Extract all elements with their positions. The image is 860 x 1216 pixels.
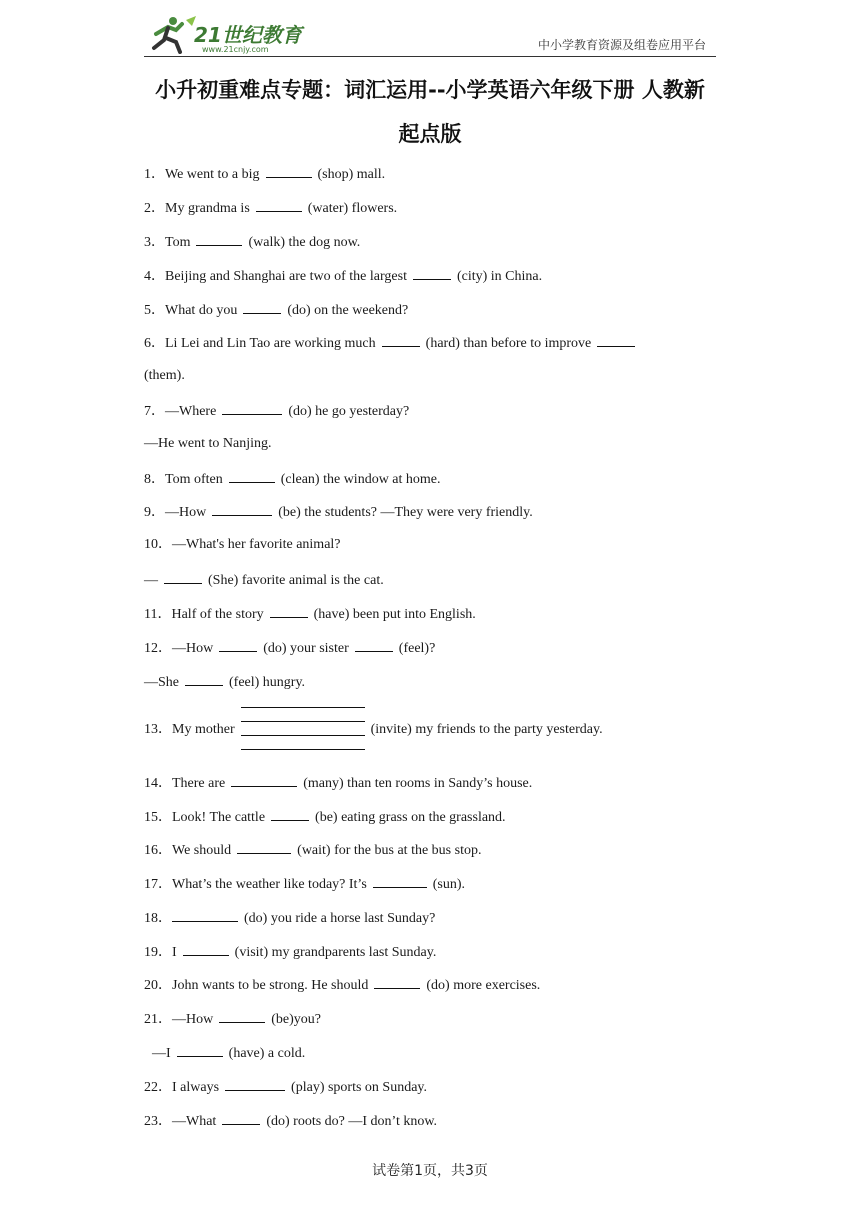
answer-blank[interactable] (256, 197, 302, 212)
question-20: 20．John wants to be strong. He should (do) more exercises. (144, 974, 540, 996)
question-6-cont: (them). (144, 368, 185, 383)
question-12: 12．—How (do) your sister (feel)? (144, 637, 435, 659)
page-title (130, 68, 730, 156)
answer-blank[interactable] (373, 873, 427, 888)
logo-text: 21世纪教育 (194, 23, 302, 47)
answer-blank[interactable] (266, 163, 312, 178)
answer-blank[interactable] (222, 1110, 260, 1125)
answer-blank[interactable] (222, 400, 282, 415)
answer-blank[interactable] (219, 1008, 265, 1023)
answer-blank[interactable] (212, 501, 272, 516)
question-11: 11．Half of the story (have) been put into English. (144, 603, 476, 625)
question-18: 18． (do) you ride a horse last Sunday? (144, 907, 435, 929)
platform-text: 中小学教育资源及组卷应用平台 (537, 38, 706, 52)
site-logo (146, 14, 316, 54)
question-14: 14．There are (many) than ten rooms in Sandy’s house. (144, 772, 532, 794)
answer-blank[interactable] (164, 569, 202, 584)
question-21-reply: —I (have) a cold. (152, 1042, 305, 1064)
question-5: 5．What do you (do) on the weekend? (144, 299, 408, 321)
answer-blank[interactable] (225, 1076, 285, 1091)
answer-blank[interactable] (374, 974, 420, 989)
question-2: 2．My grandma is (water) flowers. (144, 197, 397, 219)
answer-blank[interactable] (243, 299, 281, 314)
question-1: 1．We went to a big (shop) mall. (144, 163, 385, 185)
question-23: 23．—What (do) roots do? —I don’t know. (144, 1110, 437, 1132)
answer-blank[interactable] (355, 637, 393, 652)
runner-icon (154, 16, 196, 52)
answer-blank[interactable] (271, 806, 309, 821)
answer-blank[interactable] (172, 907, 238, 922)
question-19: 19．I (visit) my grandparents last Sunday. (144, 941, 436, 963)
answer-blank[interactable] (382, 332, 420, 347)
answer-blank[interactable] (177, 1042, 223, 1057)
answer-blank[interactable] (231, 772, 297, 787)
question-9: 9．—How (be) the students? —They were very friendly. (144, 501, 533, 523)
title-line-2: 起点版 (398, 122, 462, 146)
question-15: 15．Look! The cattle (be) eating grass on the grassland. (144, 806, 506, 828)
page-footer: 试卷第1页，共3页 (372, 1163, 488, 1179)
answer-blank[interactable] (183, 941, 229, 956)
title-line-1: 小升初重难点专题：词汇运用--小学英语六年级下册 人教新 (155, 78, 705, 102)
question-4: 4．Beijing and Shanghai are two of the largest (city) in China. (144, 265, 542, 287)
question-13: 13．My mother (invite) my friends to the party yesterday. (144, 708, 603, 752)
question-10: 10．—What's her favorite animal? (144, 537, 341, 552)
question-7: 7．—Where (do) he go yesterday? (144, 400, 409, 422)
question-8: 8．Tom often (clean) the window at home. (144, 468, 441, 490)
page-header (144, 12, 716, 57)
answer-blank[interactable] (270, 603, 308, 618)
logo-url: www.21cnjy.com (202, 45, 269, 54)
answer-blank-stack[interactable] (241, 708, 365, 752)
question-10-reply: — (She) favorite animal is the cat. (144, 569, 384, 591)
question-12-reply: —She (feel) hungry. (144, 671, 305, 693)
answer-blank[interactable] (237, 839, 291, 854)
answer-blank[interactable] (413, 265, 451, 280)
question-6: 6．Li Lei and Lin Tao are working much (hard) than before to improve (144, 332, 641, 354)
question-22: 22．I always (play) sports on Sunday. (144, 1076, 427, 1098)
question-21: 21．—How (be)you? (144, 1008, 321, 1030)
answer-blank[interactable] (219, 637, 257, 652)
question-3: 3．Tom (walk) the dog now. (144, 231, 360, 253)
answer-blank[interactable] (196, 231, 242, 246)
question-17: 17．What’s the weather like today? It’s (sun). (144, 873, 465, 895)
answer-blank[interactable] (185, 671, 223, 686)
question-16: 16．We should (wait) for the bus at the bus stop. (144, 839, 481, 861)
question-7-reply: —He went to Nanjing. (144, 436, 272, 451)
answer-blank[interactable] (597, 332, 635, 347)
answer-blank[interactable] (229, 468, 275, 483)
